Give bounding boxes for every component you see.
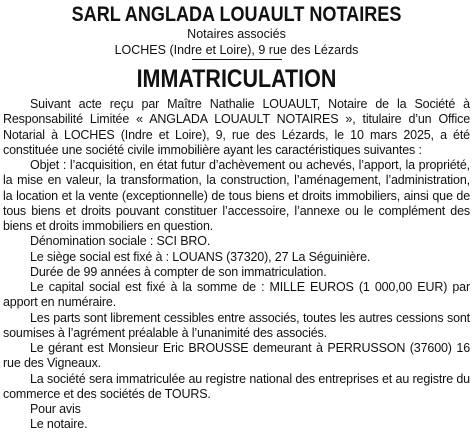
- paragraph-share-capital: Le capital social est fixé à la somme de : MILLE EUROS (1 000,00 EUR) par apport en numéraire.: [3, 280, 470, 310]
- paragraph-manager: Le gérant est Monsieur Eric BROUSSE demeurant à PERRUSSON (37600) 16 rue des Vigneaux.: [3, 341, 470, 371]
- paragraph-object: Objet : l’acquisition, en état futur d’achèvement ou achevés, l’apport, la propriété, la mise en valeur, la transformation, la construction, l’aménagement, l’administration, la location et la vente (exceptionnelle) de tous biens et droits immobiliers, ainsi que de tous biens et droits pouvant constituer l’accessoire, l’annexe ou le complément des biens et droits immobiliers en question.: [3, 158, 470, 233]
- paragraph-signature: Le notaire.: [30, 417, 88, 432]
- paragraph-registration: La société sera immatriculée au registre national des entreprises et au registre du commerce et des sociétés de TOURS.: [3, 371, 470, 401]
- paragraph-company-name: Dénomination sociale : SCI BRO.: [30, 234, 211, 249]
- paragraph-share-transfer: Les parts sont librement cessibles entre associés, toutes les autres cessions sont soumises à l’agrément préalable à l’unanimité des associés.: [3, 310, 470, 340]
- notice-title: IMMATRICULATION: [136, 65, 337, 93]
- paragraph-for-notice: Pour avis: [30, 402, 81, 416]
- firm-subtitle: Notaires associés: [187, 27, 286, 41]
- paragraph-registered-office: Le siège social est fixé à : LOUANS (37320), 27 La Séguinière.: [30, 249, 371, 264]
- firm-address: LOCHES (Indre et Loire), 9 rue des Lézards: [114, 43, 359, 57]
- firm-name: SARL ANGLADA LOUAULT NOTAIRES: [71, 3, 402, 26]
- notice-body: [3, 97, 470, 433]
- paragraph-duration: Durée de 99 années à compter de son immatriculation.: [30, 264, 327, 279]
- header-divider: [192, 59, 282, 60]
- paragraph-constitution: Suivant acte reçu par Maître Nathalie LOUAULT, Notaire de la Société à Responsabilité Limitée « ANGLADA LOUAULT NOTAIRES », titulaire d’un Office Notarial à LOCHES (Indre et Loire), 9, rue des Lézards, le 10 mars 2025, a été constituée une société civile immobilière ayant les caractéristiques suivantes :: [3, 97, 470, 157]
